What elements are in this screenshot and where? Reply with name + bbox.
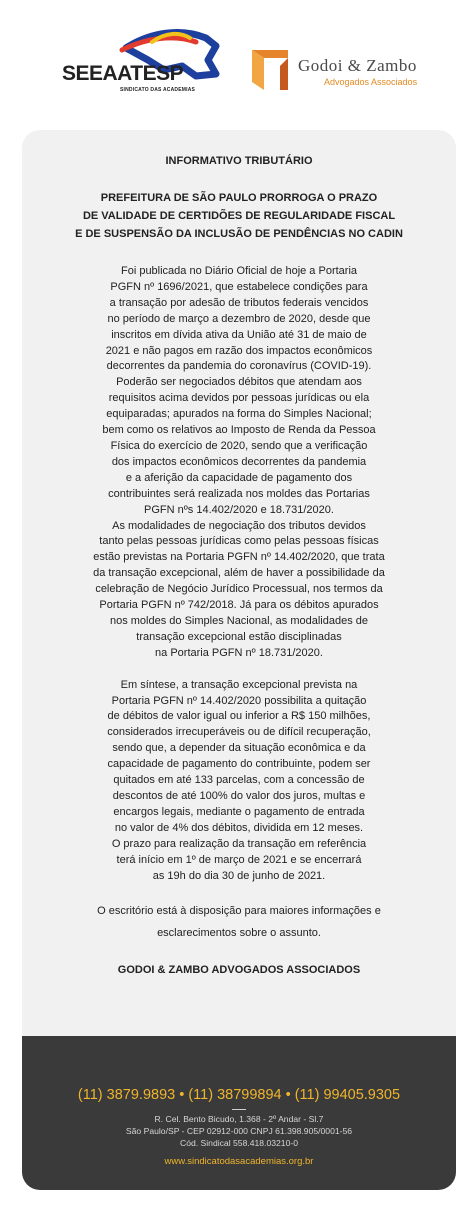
body-line: sendo que, a depender da situação econômica e da	[112, 742, 366, 755]
body-line: nos moldes do Simples Nacional, as modalidades de	[109, 614, 369, 627]
body-line: na Portaria PGFN nº 18.731/2020.	[155, 646, 323, 659]
godoi-zambo-logo	[246, 44, 446, 104]
paragraph-1	[39, 264, 439, 662]
body-line: descontos de até 100% do valor dos juros, multas e	[112, 790, 366, 802]
body-line: requisitos acima devidos por pessoas jurídicas ou ela	[108, 392, 370, 405]
website-link[interactable]: www.sindicatodasacademias.org.br	[164, 1156, 314, 1167]
footer-divider	[232, 1109, 246, 1110]
body-line: dos impactos econômicos decorrentes da pandemia	[111, 455, 367, 468]
body-line: considerados irrecuperáveis ou de difícil recuperação,	[107, 726, 371, 739]
body-line: da transação excepcional, além de haver a possibilidade da	[93, 567, 385, 580]
seeaatesp-subtitle: SINDICATO DAS ACADEMIAS	[120, 87, 196, 93]
body-line: transação excepcional estão disciplinadas	[136, 630, 342, 643]
phone-numbers: (11) 3879.9893 • (11) 38799894 • (11) 99405.9305	[77, 1087, 401, 1103]
body-line: esclarecimentos sobre o assunto.	[157, 927, 321, 940]
body-line: encargos legais, mediante o pagamento de entrada	[113, 805, 365, 818]
body-line: a transação por adesão de tributos federais vencidos	[109, 296, 369, 309]
body-line: contribuintes será realizada nos moldes das Portarias	[108, 487, 370, 500]
paragraph-2	[39, 678, 439, 885]
body-line: Física do exercício de 2020, sendo que a verificação	[110, 439, 368, 452]
body-line: PGFN nºs 14.402/2020 e 18.731/2020.	[144, 503, 334, 516]
headline-line: PREFEITURA DE SÃO PAULO PRORROGA O PRAZO	[100, 192, 378, 204]
body-line: 2021 e não pagos em razão dos impactos econômicos	[105, 344, 373, 357]
notice-body	[39, 264, 439, 944]
address-line: R. Cel. Bento Bicudo, 1.368 - 2º Andar - Sl.7	[154, 1114, 324, 1124]
seeaatesp-wordmark: SEEAATESP	[62, 62, 184, 85]
body-line: O prazo para realização da transação em referência	[111, 837, 367, 850]
body-line: Em síntese, a transação excepcional prevista na	[120, 678, 358, 691]
body-line: O escritório está à disposição para maiores informações e	[97, 905, 381, 918]
seeaatesp-logo	[56, 26, 236, 106]
body-line: terá início em 1º de março de 2021 e se encerrará	[116, 853, 362, 866]
notice-card	[22, 130, 456, 1190]
body-line: As modalidades de negociação dos tributos devidos	[112, 519, 366, 532]
headline-line: DE VALIDADE DE CERTIDÕES DE REGULARIDADE FISCAL	[82, 210, 396, 222]
body-line: no período de março a dezembro de 2020, desde que	[107, 312, 371, 325]
body-line: celebração de Negócio Jurídico Processual, nos termos da	[95, 583, 383, 596]
address-line: Cód. Sindical 558.418.03210-0	[179, 1138, 298, 1148]
body-line: Portaria PGFN nº 14.402/2020 possibilita a quitação	[111, 694, 367, 707]
body-line: PGFN nº 1696/2021, que estabelece condições para	[110, 280, 368, 293]
body-line: Foi publicada no Diário Oficial de hoje a Portaria	[120, 265, 358, 277]
paragraph-3	[39, 900, 439, 944]
body-line: as 19h do dia 30 de junho de 2021.	[152, 869, 326, 882]
body-line: quitados em até 133 parcelas, com a concessão de	[113, 774, 365, 787]
body-line: inscritos em dívida ativa da União até 31 de maio de	[111, 328, 367, 341]
footer	[22, 1036, 456, 1190]
body-line: bem como os relativos ao Imposto de Renda da Pessoa	[102, 424, 376, 437]
notice-headline	[22, 189, 456, 243]
body-line: Portaria PGFN nº 742/2018. Já para os débitos apurados	[99, 599, 379, 612]
body-line: e a aferição da capacidade de pagamento dos	[125, 471, 353, 484]
body-line: Poderão ser negociados débitos que atendam aos	[116, 376, 362, 389]
body-line: tanto pelas pessoas jurídicas como pelas pessoas físicas	[99, 535, 379, 548]
notice-kicker: INFORMATIVO TRIBUTÁRIO	[165, 155, 313, 167]
signature: GODOI & ZAMBO ADVOGADOS ASSOCIADOS	[117, 964, 361, 977]
notice-content	[22, 130, 456, 977]
address-line: São Paulo/SP - CEP 02912-000 CNPJ 61.398.905/0001-56	[125, 1126, 353, 1136]
body-line: equiparadas; apurados na forma do Simples Nacional;	[106, 408, 372, 421]
godoi-zambo-wordmark: Godoi & Zambo	[298, 56, 417, 75]
body-line: capacidade de pagamento do contribuinte, podem ser	[107, 758, 371, 771]
godoi-zambo-subtitle: Advogados Associados	[324, 77, 418, 87]
body-line: estão previstas na Portaria PGFN nº 14.402/2020, que trata	[93, 551, 385, 564]
body-line: decorrentes da pandemia do coronavírus (COVID-19).	[106, 360, 372, 373]
address-block	[22, 1113, 456, 1149]
header	[0, 0, 474, 128]
headline-line: E DE SUSPENSÃO DA INCLUSÃO DE PENDÊNCIAS NO CADIN	[75, 228, 403, 240]
godoi-zambo-emblem-icon	[246, 44, 294, 96]
body-line: de débitos de valor igual ou inferior a R$ 150 milhões,	[107, 710, 371, 723]
body-line: no valor de 4% dos débitos, dividida em 12 meses.	[114, 821, 364, 834]
